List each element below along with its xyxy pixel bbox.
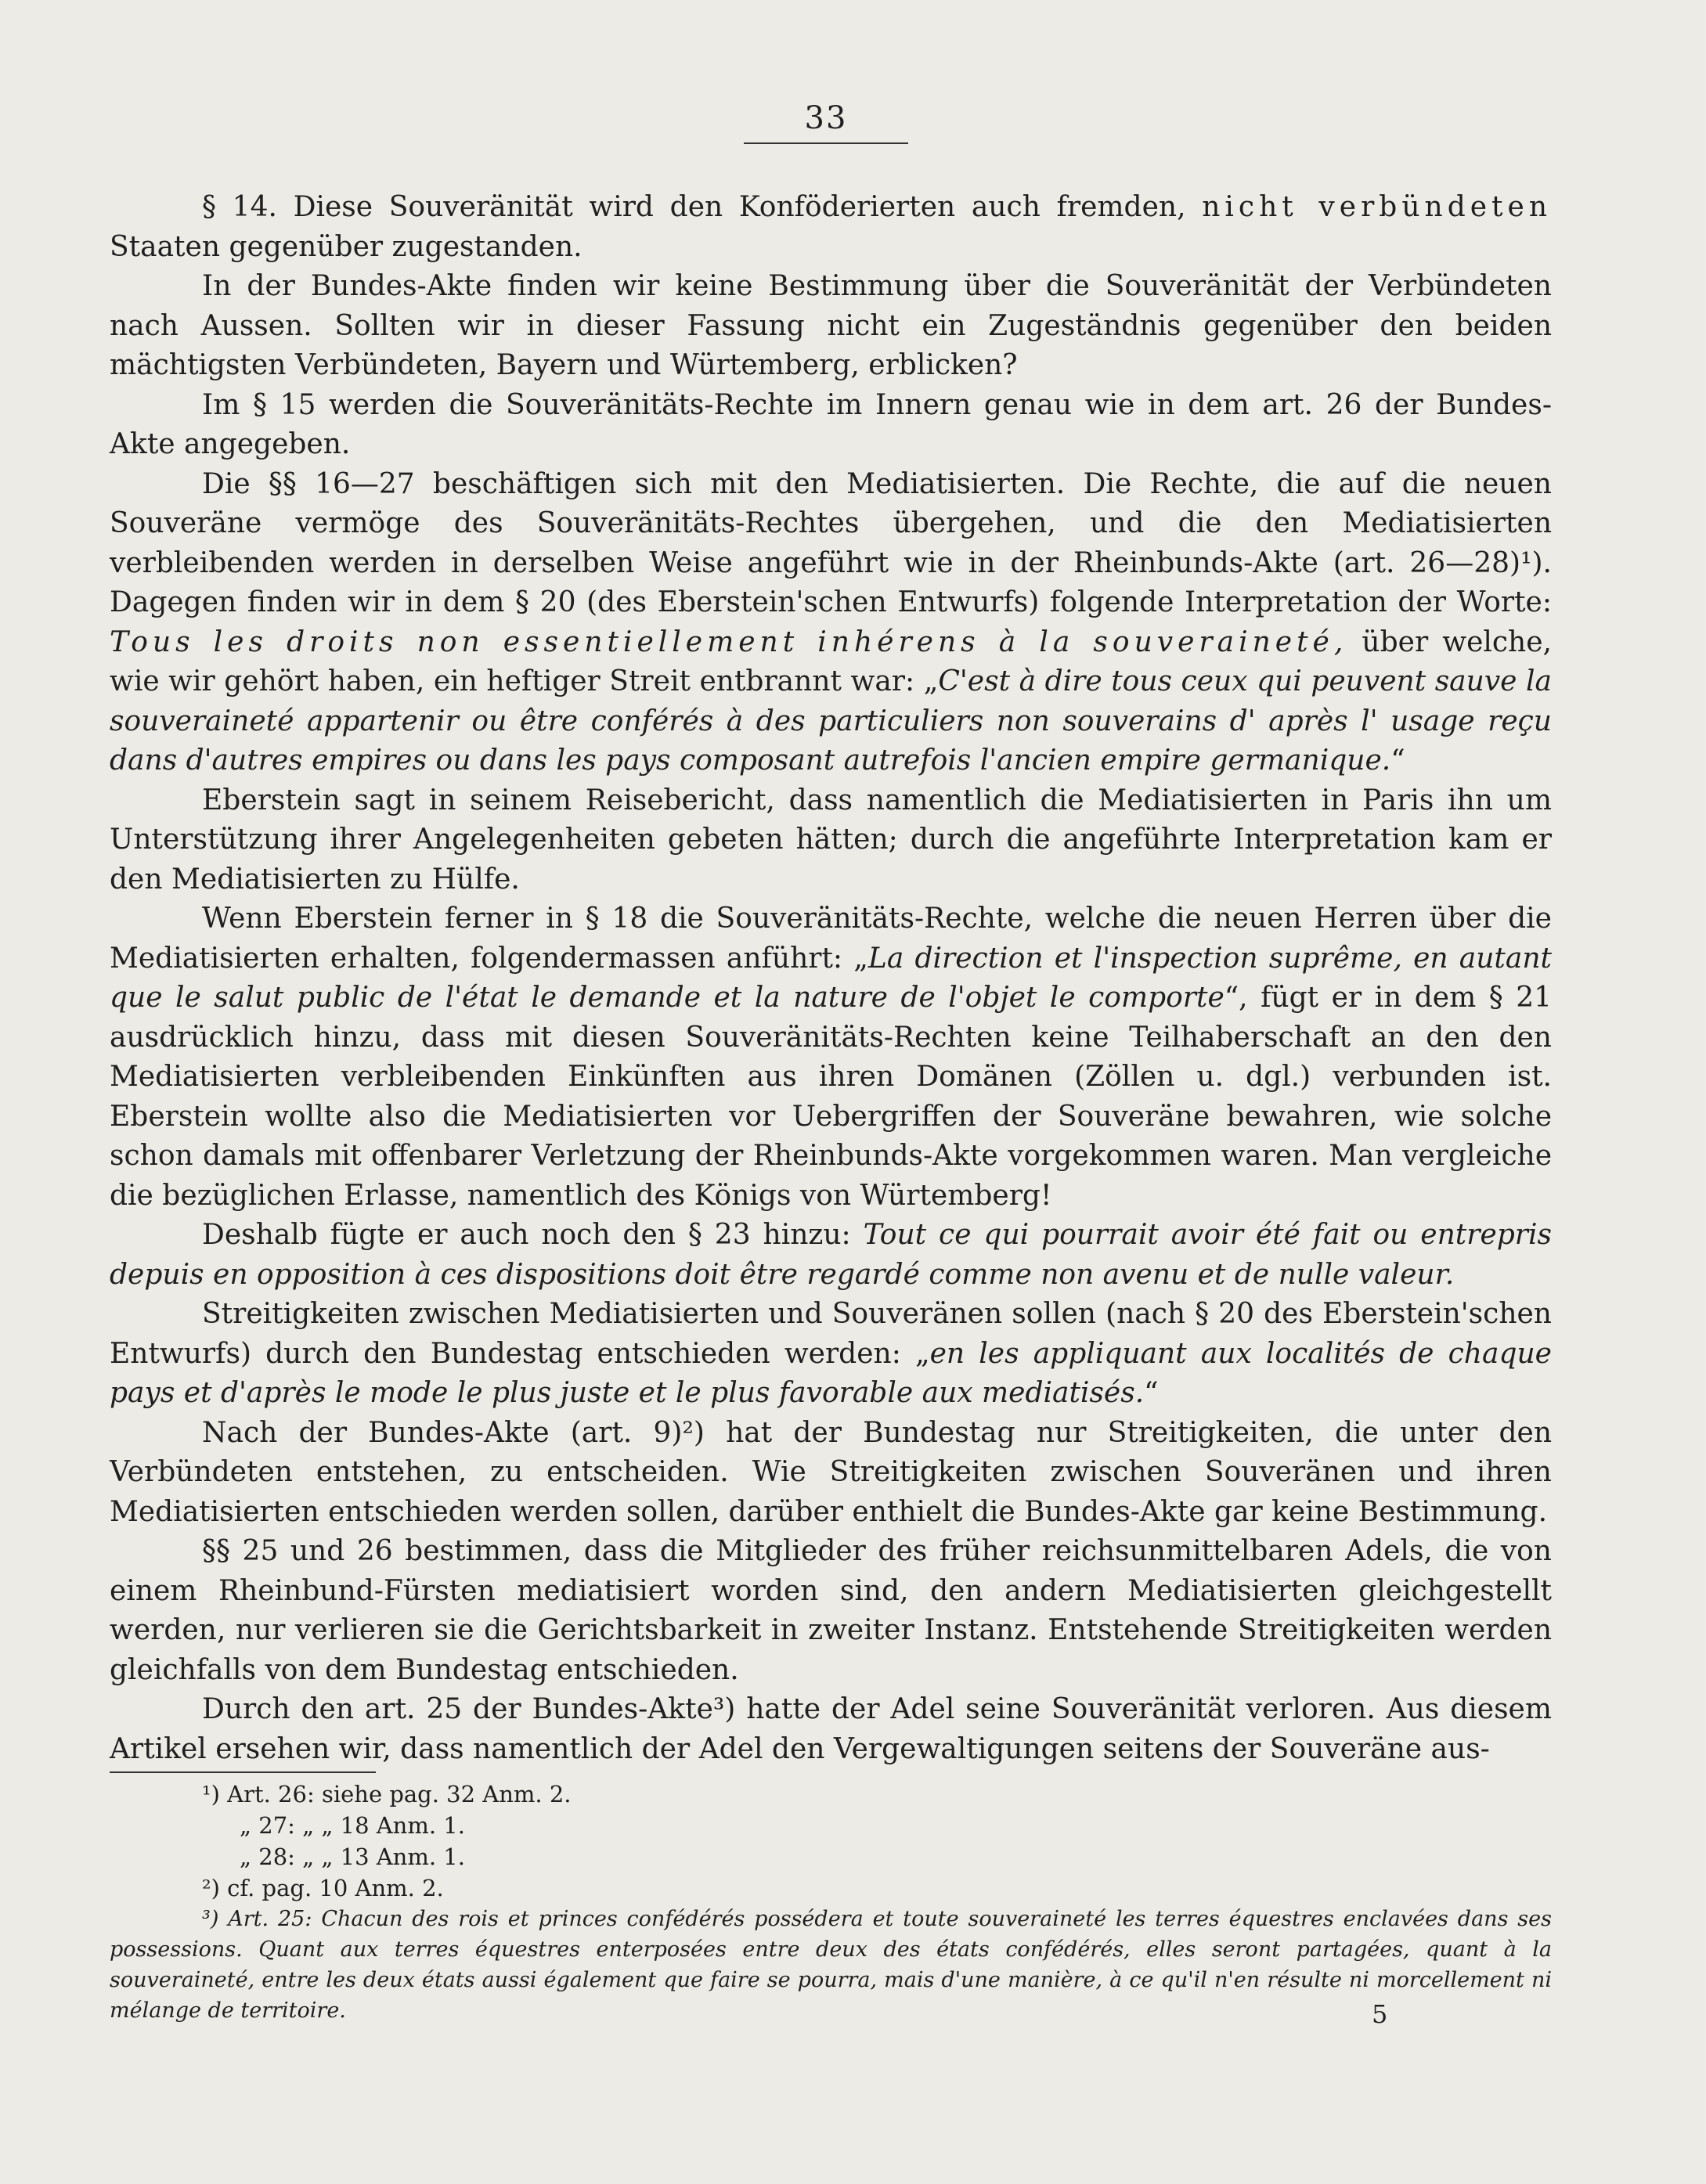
french-quote: C'est à dire tous ceux qui peuvent sauve la souveraineté appartenir ou être conférés à des particuliers non souverains d' après l' usage reçu dans d'autres empires ou dans les pays composant autrefois l'ancien empire germanique.	[110, 665, 1552, 777]
french-quote: Tout ce qui pourrait avoir été fait ou entrepris depuis en opposition à ces dispositions doit être regardé comme non avenu et de nulle valeur.	[110, 1219, 1552, 1291]
footnote-2: ²) cf. pag. 10 Anm. 2.	[202, 1875, 444, 1901]
footnote-1-line: „ 28: „ „ 13 Anm. 1.	[240, 1843, 465, 1870]
french-quote: La direction et l'inspection suprême, en autant que le salut public de l'état le demande et la nature de l'objet le comporte	[110, 942, 1553, 1014]
footnote-divider	[110, 1771, 376, 1773]
page-number: 33	[744, 100, 908, 144]
paragraph: Deshalb fügte er auch noch den § 23 hinzu: Tout ce qui pourrait avoir été fait ou entrepris depuis en opposition à ces dispositions doit être regardé comme non avenu et de nulle valeur.	[110, 1219, 1552, 1291]
paragraph: Im § 15 werden die Souveränitäts-Rechte im Innern genau wie in dem art. 26 der Bundes-Akte angegeben.	[110, 388, 1552, 460]
french-quote: en les appliquant aux localités de chaque pays et d'après le mode le plus juste et le plus favorable aux mediatisés.	[110, 1337, 1552, 1409]
french-quote: Tous les droits non essentiellement inhérens à la souveraineté,	[110, 625, 1348, 658]
paragraph: Eberstein sagt in seinem Reisebericht, dass namentlich die Mediatisierten in Paris ihn um Unterstützung ihrer Angelegenheiten gebeten hätten; durch die angeführte Interpretation kam er den Mediatisierten zu Hülfe.	[110, 784, 1552, 896]
paragraph: In der Bundes-Akte finden wir keine Bestimmung über die Souveränität der Verbündeten nach Aussen. Sollten wir in dieser Fassung nicht ein Zugeständnis gegenüber den beiden mächtigsten Verbündeten, Bayern und Würtemberg, erblicken?	[110, 270, 1552, 381]
spaced-emphasis: nicht verbündeten	[1202, 191, 1553, 223]
footnote-1-line: „ 27: „ „ 18 Anm. 1.	[240, 1812, 465, 1839]
paragraph: Nach der Bundes-Akte (art. 9)²) hat der Bundestag nur Streitigkeiten, die unter den Verbündeten entstehen, zu entscheiden. Wie Streitigkeiten zwischen Souveränen und ihren Mediatisierten entschieden werden sollen, darüber enthielt die Bundes-Akte gar keine Bestimmung.	[110, 1416, 1552, 1528]
signature-mark: 5	[1372, 1999, 1388, 2029]
paragraph: Wenn Eberstein ferner in § 18 die Souveränitäts-Rechte, welche die neuen Herren über die Mediatisierten erhalten, folgendermassen anführt: „La direction et l'inspection suprême, en autant que le salut public de l'état le demande et la nature de l'objet le comporte“, fügt er in dem § 21 ausdrücklich hinzu, dass mit diesen Souveränitäts-Rechten keine Teilhaberschaft an den den Mediatisierten verbleibenden Einkünften aus ihren Domänen (Zöllen u. dgl.) verbunden ist. Eberstein wollte also die Mediatisierten vor Uebergriffen der Souveräne bewahren, wie solche schon damals mit offenbarer Verletzung der Rheinbunds-Akte vorgekommen waren. Man vergleiche die bezüglichen Erlasse, namentlich des Königs von Würtemberg!	[110, 903, 1553, 1212]
footnote-3: ³) Art. 25: Chacun des rois et princes confédérés possédera et toute souveraineté les terres équestres enclavées dans ses possessions. Quant aux terres équestres enterposées entre deux des états confédérés, elles seront partagées, quant à la souveraineté, entre les deux états aussi également que faire se pourra, mais d'une manière, à ce qu'il n'en résulte ni morcellement ni mélange de territoire.	[110, 1907, 1552, 2023]
paragraph: Die §§ 16—27 beschäftigen sich mit den Mediatisierten. Die Rechte, die auf die neuen Souveräne vermöge des Souveränitäts-Rechtes übergehen, und die den Mediatisierten verbleibenden werden in derselben Weise angeführt wie in der Rheinbunds-Akte (art. 26—28)¹). Dagegen finden wir in dem § 20 (des Eberstein'schen Entwurfs) folgende Interpretation der Worte: Tous les droits non essentiellement inhérens à la souveraineté, über welche, wie wir gehört haben, ein heftiger Streit entbrannt war: „C'est à dire tous ceux qui peuvent sauve la souveraineté appartenir ou être conférés à des particuliers non souverains d' après l' usage reçu dans d'autres empires ou dans les pays composant autrefois l'ancien empire germanique.“	[110, 467, 1552, 777]
footnote-1: ¹) Art. 26: siehe pag. 32 Anm. 2.	[202, 1781, 572, 1807]
paragraph: § 14. Diese Souveränität wird den Konföderierten auch fremden, nicht verbündeten Staaten gegenüber zugestanden.	[110, 191, 1553, 263]
footnotes	[110, 1779, 1552, 2026]
paragraph: §§ 25 und 26 bestimmen, dass die Mitglieder des früher reichsunmittelbaren Adels, die von einem Rheinbund-Fürsten mediatisiert worden sind, den andern Mediatisierten gleichgestellt werden, nur verlieren sie die Gerichtsbarkeit in zweiter Instanz. Entstehende Streitigkeiten werden gleichfalls von dem Bundestag entschieden.	[110, 1535, 1552, 1686]
paragraph: Durch den art. 25 der Bundes-Akte³) hatte der Adel seine Souveränität verloren. Aus diesem Artikel ersehen wir, dass namentlich der Adel den Vergewaltigungen seitens der Souveräne aus-	[110, 1693, 1552, 1765]
main-text	[110, 188, 1552, 1769]
paragraph: Streitigkeiten zwischen Mediatisierten und Souveränen sollen (nach § 20 des Eberstein'schen Entwurfs) durch den Bundestag entschieden werden: „en les appliquant aux localités de chaque pays et d'après le mode le plus juste et le plus favorable aux mediatisés.“	[110, 1298, 1552, 1409]
